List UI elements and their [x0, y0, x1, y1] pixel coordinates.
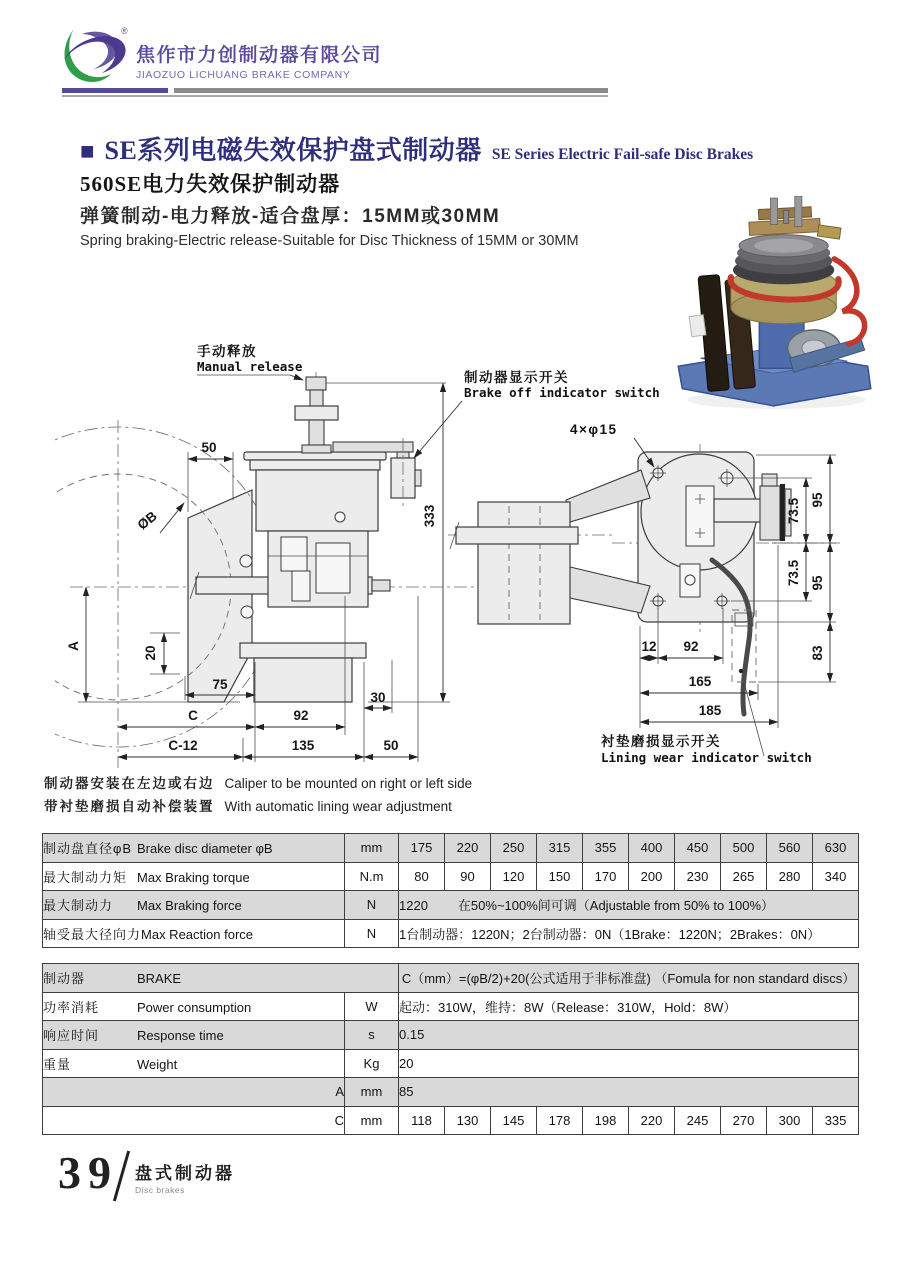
dim-333: 333 [422, 504, 437, 528]
dim-C-12: C-12 [168, 738, 198, 753]
footer-section-cn: 盘式制动器 [135, 1164, 235, 1183]
registered-mark: ® [121, 26, 128, 36]
company-name-cn: 焦作市力创制动器有限公司 [136, 45, 383, 66]
table-row: C mm 118 130 145 178 198 220 245 270 300 335 [43, 1106, 859, 1135]
note-line [44, 772, 472, 795]
dim-50-bottom: 50 [383, 738, 399, 753]
dim-135: 135 [291, 738, 315, 753]
dim-C: C [188, 708, 198, 723]
company-name [136, 40, 382, 81]
dim-20: 20 [143, 645, 158, 661]
dim-50-top: 50 [201, 440, 217, 455]
title-bullet: ■ [80, 138, 95, 165]
dim-185: 185 [698, 703, 722, 718]
spec-line-cn: 弹簧制动-电力释放-适合盘厚：15MM或30MM [80, 206, 501, 227]
brake-off-label-cn: 制动器显示开关 [464, 370, 569, 385]
page-footer [58, 1147, 235, 1202]
note-cn: 带衬垫磨损自动补偿装置 [44, 799, 215, 814]
title-cn: SE系列电磁失效保护盘式制动器 [104, 136, 482, 165]
spec-table-brake [42, 963, 859, 1135]
company-name-en: JIAOZUO LICHUANG BRAKE COMPANY [136, 69, 351, 81]
lining-wear-label-en: Lining wear indicator switch [601, 750, 812, 765]
mounting-notes [44, 772, 472, 818]
note-en: Caliper to be mounted on right or left side [224, 776, 473, 791]
dim-12: 12 [641, 639, 657, 654]
company-logo [58, 24, 132, 86]
holes-label: 4×φ15 [570, 422, 618, 437]
table-row: 功率消耗 Power consumption W 起动：310W，维持：8W（Release：310W，Hold：8W） [43, 992, 859, 1021]
dim-30: 30 [370, 690, 386, 705]
manual-release-label-en: Manual release [197, 359, 303, 374]
dim-95-top: 95 [810, 492, 825, 508]
dim-73.5-top: 73.5 [786, 497, 801, 525]
table-row: 重量 Weight Kg 20 [43, 1049, 859, 1078]
model-heading: 560SE电力失效保护制动器 [80, 172, 341, 196]
brake-off-label-en: Brake off indicator switch [464, 385, 660, 400]
dim-165: 165 [688, 674, 712, 689]
note-line [44, 795, 472, 818]
footer-section-en: Disc brakes [135, 1185, 185, 1195]
dim-73.5-bottom: 73.5 [786, 559, 801, 587]
dim-75: 75 [212, 677, 228, 692]
dim-92-right: 92 [683, 639, 699, 654]
footer-section [135, 1150, 235, 1195]
table-row: A mm 85 [43, 1078, 859, 1107]
note-cn: 制动器安装在左边或右边 [44, 776, 215, 791]
manual-release-label-cn: 手动释放 [197, 344, 257, 359]
header-rule-thin [62, 95, 608, 97]
header-rule-accent [62, 88, 168, 93]
dim-disc-diameter: ØB [134, 508, 160, 533]
lining-wear-label-cn: 衬垫磨损显示开关 [601, 734, 721, 749]
table-row: 响应时间 Response time s 0.15 [43, 1021, 859, 1050]
table-row: 制动器 BRAKE C（mm）=(φB/2)+20(公式适用于非标准盘) （Fomula for non standard discs） [43, 964, 859, 993]
note-en: With automatic lining wear adjustment [224, 799, 452, 814]
table-row: 轴受最大径向力Max Reaction force N 1台制动器：1220N；2台制动器：0N（1Brake：1220N；2Brakes：0N） [43, 919, 859, 948]
technical-drawing [55, 335, 875, 780]
page-number: 39 [58, 1147, 118, 1198]
spec-table-main [42, 833, 859, 948]
dim-A: A [66, 641, 81, 651]
table-row: 最大制动力矩 Max Braking torque N.m 80 90 120 150 170 200 230 265 280 340 [43, 862, 859, 891]
dim-92-left: 92 [293, 708, 309, 723]
table-row: 最大制动力 Max Braking force N 1220 在50%~100%间可调（Adjustable from 50% to 100%） [43, 891, 859, 920]
header-rule [174, 88, 608, 93]
right-view [448, 444, 840, 756]
dim-83: 83 [810, 645, 825, 661]
table-row: 制动盘直径φB Brake disc diameter φB mm 175 220 250 315 355 400 450 500 560 630 [43, 834, 859, 863]
page-title [80, 130, 753, 167]
title-en: SE Series Electric Fail-safe Disc Brakes [491, 146, 754, 163]
spec-line-en: Spring braking-Electric release-Suitable for Disc Thickness of 15MM or 30MM [80, 233, 579, 249]
left-view [55, 372, 475, 768]
dim-95-bottom: 95 [810, 575, 825, 591]
